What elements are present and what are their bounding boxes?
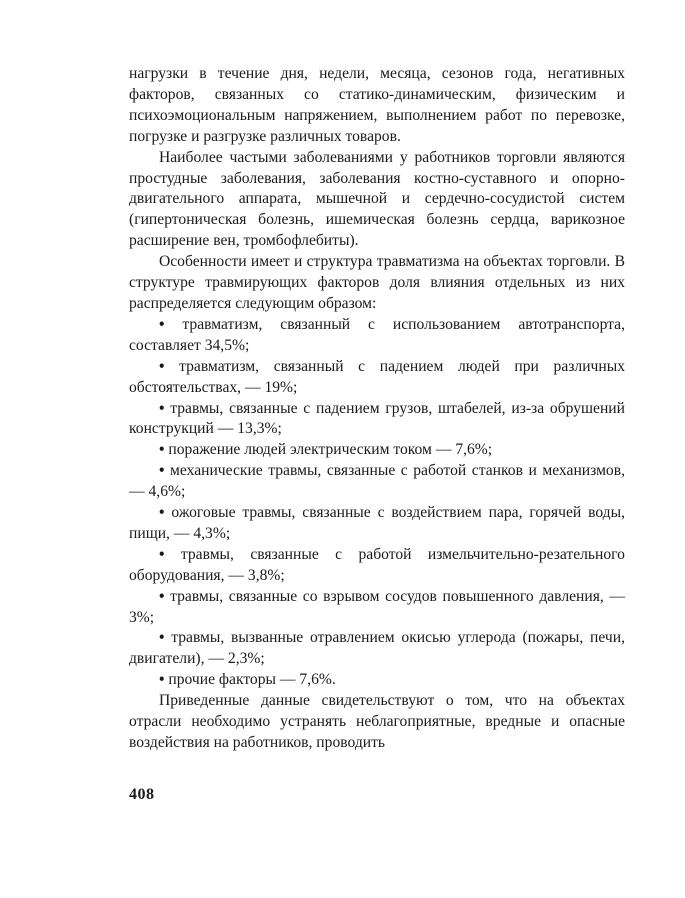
- list-item-text: ожоговые травмы, связанные с воздействием пара, горячей воды, пищи, — 4,3%;: [129, 504, 625, 542]
- list-item-text: травматизм, связанный с падением людей при различных обстоятельствах, — 19%;: [129, 357, 626, 396]
- list-item-text: поражение людей электрическим током — 7,6%;: [168, 441, 493, 459]
- paragraph-conclusion: Приведенные данные свидетельствуют о том, что на объектах отрасли необходимо устранять неблагоприятные, вредные и опасные воздействия на работников, проводить: [129, 692, 625, 751]
- list-item: [129, 399, 625, 441]
- list-item-text: травмы, вызванные отравлением окисью углерода (пожары, печи, двигатели), — 2,3%;: [129, 629, 625, 668]
- list-item: [129, 545, 625, 587]
- bullet-icon: •: [159, 629, 165, 647]
- list-item: [129, 503, 625, 545]
- bullet-icon: •: [159, 357, 165, 375]
- paragraph-injury-structure: Особенности имеет и структура травматизма на объектах торговли. В структуре травмирующих факторов доля влияния отдельных из них распределяется следующим образом:: [129, 253, 625, 312]
- bullet-icon: •: [159, 504, 165, 522]
- list-item-text: травматизм, связанный с использованием автотранспорта, составляет 34,5%;: [129, 315, 625, 354]
- list-item-text: травмы, связанные с работой измельчительно-резательного оборудования, — 3,8%;: [129, 545, 625, 584]
- paragraph-continued: нагрузки в течение дня, недели, месяца, сезонов года, негативных факторов, связанных со статико-динамическим, физическим и психоэмоциональным напряжением, выполнением работ по перевозке, погрузке и разгрузке различных товаров.: [129, 65, 625, 145]
- list-item: [129, 670, 625, 691]
- list-item-text: травмы, связанные со взрывом сосудов повышенного давления, — 3%;: [129, 587, 625, 626]
- bullet-icon: •: [159, 545, 165, 563]
- list-item: [129, 628, 625, 670]
- list-item: [129, 315, 625, 357]
- bullet-icon: •: [159, 671, 165, 689]
- bullet-icon: •: [159, 315, 165, 333]
- bullet-icon: •: [159, 587, 165, 605]
- list-item-text: прочие факторы — 7,6%.: [168, 671, 336, 689]
- page-number: 408: [129, 786, 155, 803]
- bullet-icon: •: [159, 462, 165, 480]
- list-item: [129, 440, 625, 461]
- list-item: [129, 461, 625, 503]
- list-item: [129, 357, 625, 399]
- list-item: [129, 587, 625, 629]
- list-item-text: травмы, связанные с падением грузов, штабелей, из-за обрушений конструкций — 13,3%;: [129, 399, 625, 438]
- page-body: [129, 64, 625, 754]
- bullet-icon: •: [159, 399, 165, 417]
- bullet-icon: •: [159, 441, 165, 459]
- paragraph-diseases: Наиболее частыми заболеваниями у работников торговли являются простудные заболевания, заболевания костно-суставного и опорно-двигательного аппарата, мышечной и сердечно-сосудистой систем (гипертоническая болезнь, ишемическая болезнь сердца, варикозное расширение вен, тромбофлебиты).: [129, 148, 625, 250]
- list-item-text: механические травмы, связанные с работой станков и механизмов, — 4,6%;: [129, 462, 625, 501]
